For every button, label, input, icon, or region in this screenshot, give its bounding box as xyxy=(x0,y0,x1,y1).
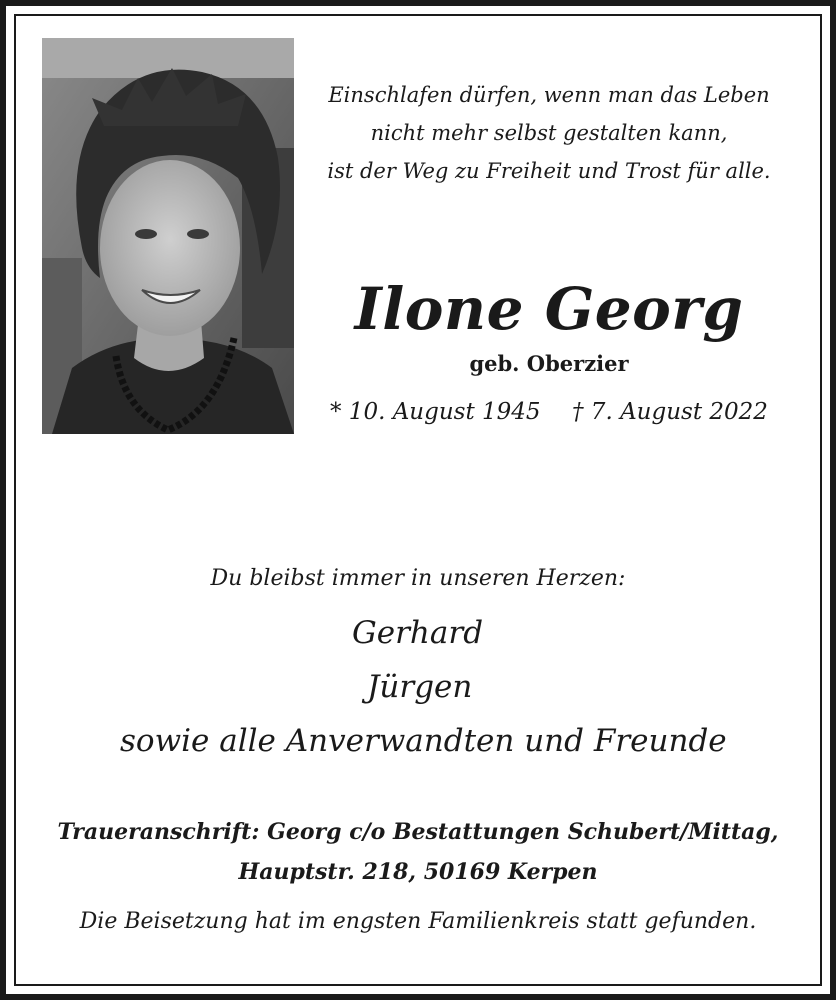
birth-name: geb. Oberzier xyxy=(469,351,629,376)
mourner-name: Gerhard xyxy=(352,615,484,651)
mourning-address xyxy=(40,812,796,892)
verse-line-1: Einschlafen dürfen, wenn man das Leben xyxy=(328,83,770,107)
death-date: † 7. August 2022 xyxy=(572,399,768,425)
mourner-name: Jürgen xyxy=(367,669,473,705)
burial-notice: Die Beisetzung hat im engsten Familienkreis statt gefunden. xyxy=(79,909,757,934)
portrait-image xyxy=(42,38,294,434)
memorial-verse xyxy=(318,76,780,190)
mourner-group: sowie alle Anverwandten und Freunde xyxy=(120,723,727,759)
portrait-photo xyxy=(42,38,294,434)
address-line-2: Hauptstr. 218, 50169 Kerpen xyxy=(238,859,598,885)
birth-date: * 10. August 1945 xyxy=(330,399,541,425)
verse-line-2: nicht mehr selbst gestalten kann, xyxy=(370,121,728,145)
deceased-name: Ilone Georg xyxy=(354,275,744,343)
life-dates xyxy=(318,394,780,430)
closing-line: Du bleibst immer in unseren Herzen: xyxy=(210,566,626,591)
verse-line-3: ist der Weg zu Freiheit und Trost für alle. xyxy=(327,159,771,183)
address-line-1: Traueranschrift: Georg c/o Bestattungen Schubert/Mittag, xyxy=(57,819,779,845)
